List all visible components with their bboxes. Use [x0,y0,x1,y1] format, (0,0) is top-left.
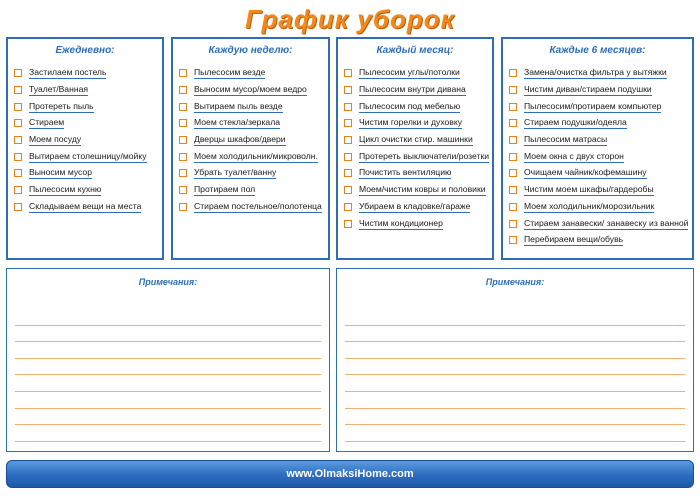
checklist-item-label: Замена/очистка фильтра у вытяжки [524,67,667,78]
checklist-item[interactable] [173,82,328,99]
notes-heading: Примечания: [138,277,198,287]
checkbox[interactable] [344,103,352,111]
checkbox[interactable] [14,119,22,127]
checkbox[interactable] [344,169,352,177]
note-lines[interactable] [345,309,685,442]
checklist-item[interactable] [338,132,492,149]
checkbox[interactable] [14,153,22,161]
checkbox[interactable] [344,86,352,94]
checklist-item-label: Моем посуду [29,134,82,145]
checklist-item-label: Пылесосим углы/потолки [359,67,460,78]
note-line[interactable] [345,359,685,376]
footer-banner[interactable]: www.OlmaksiHome.com [6,460,694,488]
checklist-item-label: Пылесосим/протираем компьютер [524,100,662,111]
checklist-item[interactable] [338,215,492,232]
checkbox[interactable] [14,186,22,194]
checklist-item[interactable] [8,165,162,182]
checkbox[interactable] [179,136,187,144]
note-line[interactable] [345,392,685,409]
panel-heading: Каждую неделю: [208,45,293,56]
checklist-item-label: Перебираем вещи/обувь [524,234,624,245]
checklist-item-label: Вытираем столешницу/мойку [29,150,147,161]
note-line[interactable] [15,359,321,376]
note-line[interactable] [15,392,321,409]
checklist-item[interactable] [503,82,692,99]
checklist-item[interactable] [8,199,162,216]
checkbox[interactable] [509,220,517,228]
checklist-item-label: Стираем постельное/полотенца [194,200,322,211]
checklist-item-label: Убираем в кладовке/гараже [359,200,471,211]
checklist-item-label: Протереть выключатели/розетки [359,150,490,161]
checklist-item-label: Выносим мусор/моем ведро [194,84,307,95]
checklist-item[interactable] [173,115,328,132]
checklist-item[interactable] [338,182,492,199]
panel-monthly [336,37,494,260]
checklist-item[interactable] [173,98,328,115]
checklist-item[interactable] [8,182,162,199]
checkbox[interactable] [14,86,22,94]
checklist-item[interactable] [503,165,692,182]
checklist-item[interactable] [8,98,162,115]
checklist-item-label: Пылесосим кухню [29,184,102,195]
note-line[interactable] [345,425,685,442]
checklist-item[interactable] [503,65,692,82]
checklist-item-label: Вытираем пыль везде [194,100,283,111]
checkbox[interactable] [509,69,517,77]
checkbox[interactable] [14,169,22,177]
page-title: График уборок [245,4,455,34]
checklist-item[interactable] [8,82,162,99]
checklist-item-label: Пылесосим под мебелью [359,100,461,111]
note-line[interactable] [345,309,685,326]
checklist-item[interactable] [503,199,692,216]
checklist-item[interactable] [338,199,492,216]
checkbox[interactable] [179,169,187,177]
checkbox[interactable] [179,86,187,94]
note-line[interactable] [15,309,321,326]
checklist-item[interactable] [503,98,692,115]
checkbox[interactable] [14,136,22,144]
checkbox[interactable] [14,203,22,211]
checkbox[interactable] [509,153,517,161]
notes-right [336,268,694,452]
checklist-item[interactable] [173,199,328,216]
checklist-item[interactable] [338,98,492,115]
checklist-item[interactable] [173,182,328,199]
checklist-item-label: Протереть пыль [29,100,94,111]
notes-heading: Примечания: [485,277,545,287]
checkbox[interactable] [344,153,352,161]
checkbox[interactable] [14,103,22,111]
note-line[interactable] [345,326,685,343]
checklist-item-label: Застилаем постель [29,67,107,78]
checklist-item[interactable] [503,182,692,199]
checkbox[interactable] [179,119,187,127]
note-line[interactable] [15,375,321,392]
checkbox[interactable] [509,103,517,111]
checklist-item-label: Туалет/Ванная [29,84,89,95]
checklist-item[interactable] [8,115,162,132]
note-line[interactable] [15,425,321,442]
checklist-item-label: Протираем пол [194,184,256,195]
checklist-item[interactable] [338,148,492,165]
checklist-item[interactable] [173,165,328,182]
checklist-item-label: Убрать туалет/ванну [194,167,277,178]
checklist-item-label: Моем холодильник/морозильник [524,200,655,211]
checklist-item[interactable] [503,115,692,132]
checklist-item[interactable] [173,132,328,149]
checklist-item[interactable] [8,132,162,149]
checkbox[interactable] [14,69,22,77]
checkbox[interactable] [179,153,187,161]
checkbox[interactable] [509,203,517,211]
checklist-item-label: Дверцы шкафов/двери [194,134,286,145]
checkbox[interactable] [509,236,517,244]
checklist-item[interactable] [503,132,692,149]
checklist-item-label: Стираем [29,117,65,128]
checklist-item[interactable] [338,165,492,182]
checklist-item[interactable] [173,65,328,82]
checklist-item-label: Моем/чистим ковры и половики [359,184,486,195]
checkbox[interactable] [509,186,517,194]
checkbox[interactable] [509,136,517,144]
note-line[interactable] [15,342,321,359]
checkbox[interactable] [179,103,187,111]
checkbox[interactable] [344,186,352,194]
checklist-item-label: Моем окна с двух сторон [524,150,624,161]
checklist-item-label: Моем стекла/зеркала [194,117,280,128]
panel-weekly [171,37,330,260]
checklist [8,65,162,215]
panel-half-year [501,37,694,260]
checkbox[interactable] [509,119,517,127]
panel-heading: Ежедневно: [55,45,115,56]
checklist-item[interactable] [503,232,692,249]
checklist-item-label: Почистить вентиляцию [359,167,452,178]
checklist-item[interactable] [503,148,692,165]
checklist-item-label: Пылесосим везде [194,67,266,78]
checklist-item[interactable] [8,65,162,82]
checkbox[interactable] [179,203,187,211]
checklist-item-label: Складываем вещи на места [29,200,142,211]
checklist-item-label: Чистим кондиционер [359,217,443,228]
checkbox[interactable] [344,136,352,144]
checkbox[interactable] [344,119,352,127]
checkbox[interactable] [344,69,352,77]
checklist-item-label: Выносим мусор [29,167,92,178]
checklist-item-label: Пылесосим внутри дивана [359,84,466,95]
checklist-item-label: Чистим диван/стираем подушки [524,84,652,95]
checklist-item[interactable] [503,215,692,232]
notes-left [6,268,330,452]
note-line[interactable] [345,409,685,426]
note-line[interactable] [15,326,321,343]
checklist-item-label: Пылесосим матрасы [524,134,608,145]
checklist [338,65,492,232]
checkbox[interactable] [509,86,517,94]
panel-heading: Каждые 6 месяцев: [549,45,646,56]
note-line[interactable] [15,409,321,426]
checklist-item-label: Цикл очистки стир. машинки [359,134,473,145]
checkbox[interactable] [509,169,517,177]
note-line[interactable] [345,375,685,392]
checklist [503,65,692,249]
checklist-item[interactable] [8,148,162,165]
checklist-item-label: Моем холодильник/микроволн. [194,150,318,161]
panel-daily [6,37,164,260]
checklist-item-label: Стираем занавески/ занавеску из ванной [524,217,689,228]
checkbox[interactable] [344,203,352,211]
checklist [173,65,328,215]
checklist-item[interactable] [338,65,492,82]
panel-heading: Каждый месяц: [376,45,454,56]
checkbox[interactable] [344,220,352,228]
checkbox[interactable] [179,69,187,77]
checklist-item-label: Стираем подушки/одеяла [524,117,627,128]
note-lines[interactable] [15,309,321,442]
checklist-item-label: Очищаем чайник/кофемашину [524,167,647,178]
checklist-item[interactable] [338,115,492,132]
checklist-item-label: Чистим моем шкафы/гардеробы [524,184,654,195]
checklist-item-label: Чистим горелки и духовку [359,117,463,128]
checklist-item[interactable] [173,148,328,165]
note-line[interactable] [345,342,685,359]
checklist-item[interactable] [338,82,492,99]
checkbox[interactable] [179,186,187,194]
